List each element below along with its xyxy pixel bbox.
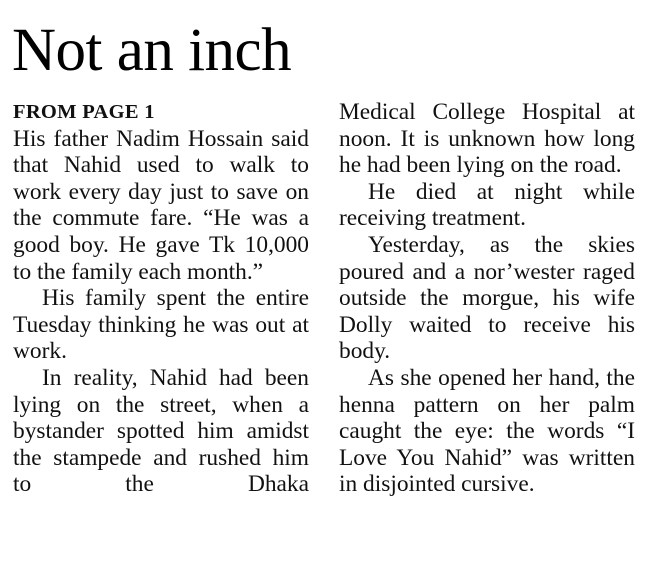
- jump-line: FROM PAGE 1: [13, 101, 155, 123]
- article-paragraph: His family spent the entire Tuesday thinking he was out at work.: [13, 285, 309, 365]
- article-paragraph: His father Nadim Hossain said that Nahid used to walk to work every day just to save on the commute fare. “He was a good boy. He gave Tk 10,000 to the family each month.”: [13, 125, 309, 285]
- article-paragraph: He died at night while receiving treatment.: [339, 178, 635, 232]
- article-column-left: [13, 99, 309, 498]
- article-paragraph: In reality, Nahid had been lying on the street, when a bystander spotted him amidst the stampede and rushed him to the Dhaka: [13, 364, 309, 498]
- article-headline: Not an inch: [12, 17, 292, 84]
- article-paragraph: As she opened her hand, the henna pattern on her palm caught the eye: the words “I Love You Nahid” was written in disjointed cursive.: [339, 364, 635, 498]
- article-paragraph: Yesterday, as the skies poured and a nor’wester raged outside the morgue, his wife Dolly waited to receive his body.: [339, 231, 635, 365]
- article-column-right: [339, 99, 635, 498]
- article-paragraph: Medical College Hospital at noon. It is unknown how long he had been lying on the road.: [339, 99, 635, 179]
